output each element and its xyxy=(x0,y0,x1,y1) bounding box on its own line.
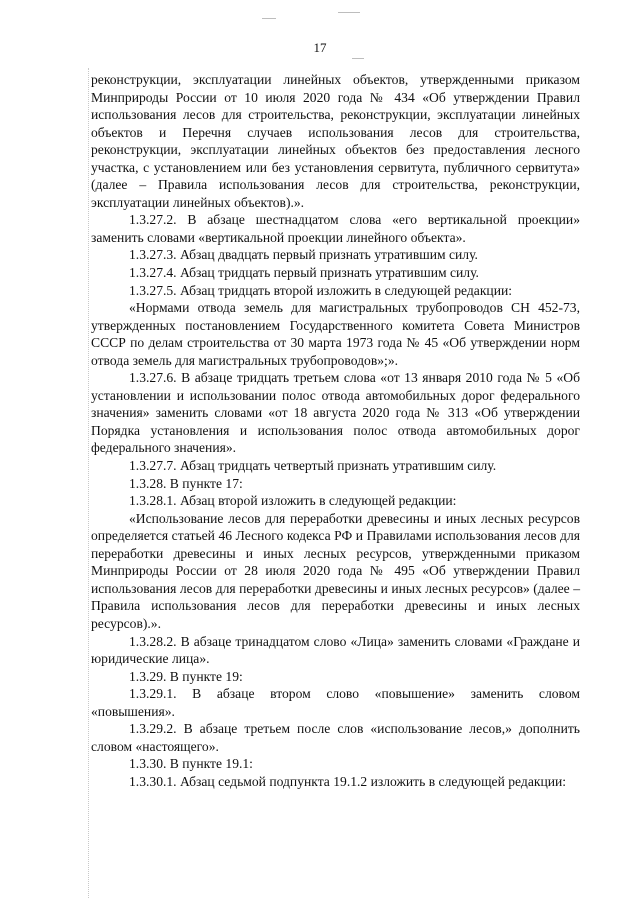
paragraph: 1.3.29.1. В абзаце втором слово «повышение» заменить словом «повышения». xyxy=(91,686,580,719)
paragraph: 1.3.30.1. Абзац седьмой подпункта 19.1.2 изложить в следующей редакции: xyxy=(129,773,567,789)
paragraph: «Использование лесов для переработки древесины и иных лесных ресурсов определяется статьей 46 Лесного кодекса РФ и Правилами использования лесов для переработки древесины и иных лесных ресурсов, утвержденными приказом Минприроды России от 28 июля 2020 года № 495 «Об утверждении Правил использования лесов для переработки древесины и иных лесных ресурсов» (далее – Правила использования лесов для переработки древесины и иных лесных ресурсов).». xyxy=(91,510,580,631)
paragraph: 1.3.27.6. В абзаце тридцать третьем слова «от 13 января 2010 года № 5 «Об установлении и использовании полос отвода автомобильных дорог федерального значения» заменить словами «от 18 августа 2020 года № 313 «Об утверждении Порядка установления и использования полос отвода автомобильных дорог федерального значения». xyxy=(91,370,580,456)
paragraph: 1.3.27.3. Абзац двадцать первый признать утратившим силу. xyxy=(129,247,478,263)
paragraph: 1.3.27.5. Абзац тридцать второй изложить в следующей редакции: xyxy=(129,282,513,298)
scan-speck xyxy=(338,12,360,13)
page-number: 17 xyxy=(313,40,327,55)
paragraph: 1.3.27.7. Абзац тридцать четвертый признать утратившим силу. xyxy=(129,458,497,474)
scan-margin-line xyxy=(88,68,89,898)
paragraph: 1.3.27.4. Абзац тридцать первый признать утратившим силу. xyxy=(129,265,479,281)
paragraph: 1.3.28.1. Абзац второй изложить в следующей редакции: xyxy=(129,493,457,509)
scan-speck xyxy=(352,58,364,59)
paragraph: 1.3.29. В пункте 19: xyxy=(129,668,243,684)
document-body xyxy=(91,71,580,790)
paragraph: 1.3.30. В пункте 19.1: xyxy=(129,756,253,772)
paragraph: «Нормами отвода земель для магистральных трубопроводов СН 452-73, утвержденных постановлением Государственного комитета Совета Министров СССР по делам строительства от 30 марта 1973 года № 45 «Об утверждении норм отвода земель для магистральных трубопроводов»;». xyxy=(91,300,580,368)
scan-speck xyxy=(262,18,276,19)
paragraph: 1.3.28.2. В абзаце тринадцатом слово «Лица» заменить словами «Граждане и юридические лица». xyxy=(91,633,580,667)
paragraph: 1.3.29.2. В абзаце третьем после слов «использование лесов,» дополнить словом «настоящего». xyxy=(91,721,580,754)
paragraph: 1.3.27.2. В абзаце шестнадцатом слова «его вертикальной проекции» заменить словами «вертикальной проекции линейного объекта». xyxy=(91,212,580,245)
paragraph: 1.3.28. В пункте 17: xyxy=(129,475,243,491)
paragraph: реконструкции, эксплуатации линейных объектов, утвержденными приказом Минприроды России от 10 июля 2020 года № 434 «Об утверждении Правил использования лесов для строительства, реконструкции, эксплуатации линейных объектов и Перечня случаев использования лесов для строительства, реконструкции, эксплуатации линейных объектов без предоставления лесного участка, с установлением или без установления сервитута, публичного сервитута» (далее – Правила использования лесов для строительства, реконструкции, эксплуатации линейных объектов).». xyxy=(91,72,580,210)
